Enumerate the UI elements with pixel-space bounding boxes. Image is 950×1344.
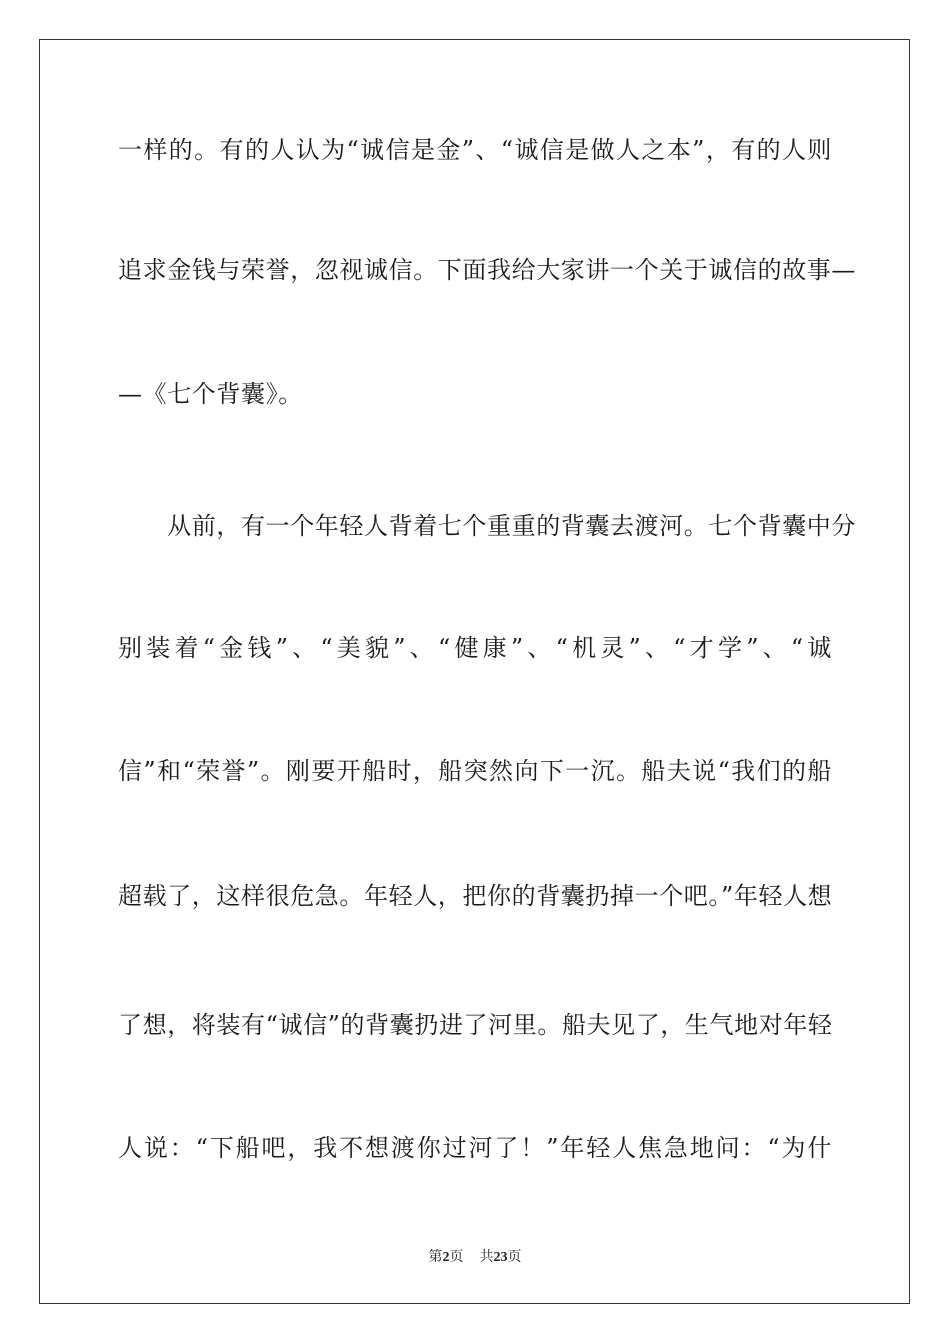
current-page-number: 2 bbox=[442, 1250, 450, 1265]
text-line-6: 信”和“荣誉”。刚要开船时，船突然向下一沉。船夫说“我们的船 bbox=[118, 757, 832, 785]
text-line-5: 别装着“金钱”、“美貌”、“健康”、“机灵”、“才学”、“诚 bbox=[118, 634, 832, 662]
text-line-8: 了想，将装有“诚信”的背囊扔进了河里。船夫见了，生气地对年轻 bbox=[118, 1011, 833, 1039]
page-footer bbox=[0, 1247, 950, 1268]
text-line-3: —《七个背囊》。 bbox=[118, 380, 303, 408]
total-page-count: 23 bbox=[493, 1250, 508, 1265]
total-suffix: 页 bbox=[507, 1249, 522, 1265]
total-prefix: 共 bbox=[479, 1249, 494, 1265]
text-line-9: 人说：“下船吧，我不想渡你过河了！”年轻人焦急地问：“为什 bbox=[118, 1134, 832, 1162]
page-prefix: 第 bbox=[428, 1249, 443, 1265]
text-line-1: 一样的。有的人认为“诚信是金”、“诚信是做人之本”，有的人则 bbox=[118, 136, 832, 164]
page-suffix: 页 bbox=[449, 1249, 464, 1265]
text-line-7: 超载了，这样很危急。年轻人，把你的背囊扔掉一个吧。”年轻人想 bbox=[118, 882, 833, 910]
text-line-2: 追求金钱与荣誉，忽视诚信。下面我给大家讲一个关于诚信的故事— bbox=[118, 256, 856, 284]
page-border bbox=[39, 39, 910, 1304]
text-line-4: 从前，有一个年轻人背着七个重重的背囊去渡河。七个背囊中分 bbox=[118, 512, 856, 540]
